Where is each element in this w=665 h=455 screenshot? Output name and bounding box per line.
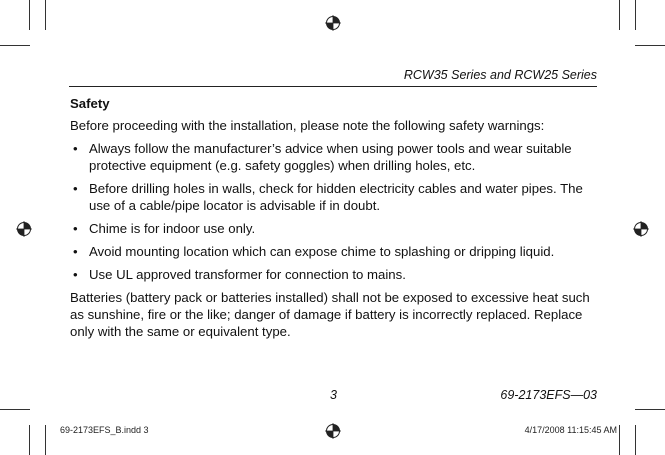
safety-intro: Before proceeding with the installation, please note the following safety warnings: [70, 118, 545, 133]
section-title: Safety [70, 96, 110, 111]
crop-mark-bottom-left-horizontal [0, 409, 30, 410]
warning-text: Use UL approved transformer for connection to mains. [89, 267, 406, 282]
crop-mark-bottom-right-vertical-inner [635, 425, 636, 455]
list-item [70, 266, 600, 283]
safety-warnings-list [70, 140, 600, 283]
warning-text: Chime is for indoor use only. [89, 221, 256, 236]
document-number: 69-2173EFS—03 [500, 388, 597, 402]
list-item [70, 243, 600, 260]
list-item [70, 220, 600, 237]
list-item [70, 180, 600, 214]
bullet-icon: • [73, 141, 78, 156]
crop-mark-bottom-left-vertical [29, 425, 30, 455]
safety-section [70, 95, 600, 340]
crop-mark-top-right-horizontal [635, 45, 665, 46]
crop-mark-bottom-right-horizontal [635, 409, 665, 410]
page-number: 3 [330, 388, 337, 402]
slug-file-info: 69-2173EFS_B.indd 3 [60, 425, 149, 435]
bullet-icon: • [73, 181, 78, 196]
crop-mark-top-right-vertical-inner [635, 0, 636, 30]
bullet-icon: • [73, 221, 78, 236]
registration-mark-icon [325, 423, 341, 439]
crop-mark-top-left-vertical [29, 0, 30, 30]
registration-mark-icon [633, 221, 649, 237]
running-header: RCW35 Series and RCW25 Series [403, 68, 597, 82]
list-item [70, 140, 600, 174]
battery-note: Batteries (battery pack or batteries installed) shall not be exposed to excessive heat such as sunshine, fire or the like; danger of damage if battery is incorrectly replaced. Replace only with the same or equivalent type. [70, 290, 590, 339]
registration-mark-icon [16, 221, 32, 237]
crop-mark-top-left-horizontal [0, 45, 30, 46]
warning-text: Avoid mounting location which can expose chime to splashing or dripping liquid. [89, 244, 555, 259]
warning-text: Before drilling holes in walls, check for hidden electricity cables and water pipes. The use of a cable/pipe locator is advisable if in doubt. [89, 181, 583, 213]
header-rule [69, 86, 597, 87]
registration-mark-icon [325, 15, 341, 31]
bullet-icon: • [73, 244, 78, 259]
crop-mark-bottom-left-vertical-inner [45, 425, 46, 455]
crop-mark-top-left-vertical-inner [45, 0, 46, 30]
warning-text: Always follow the manufacturer’s advice when using power tools and wear suitable protective equipment (e.g. safety goggles) when drilling holes, etc. [89, 141, 572, 173]
bullet-icon: • [73, 267, 78, 282]
slug-timestamp: 4/17/2008 11:15:45 AM [524, 425, 617, 435]
crop-mark-bottom-right-vertical [619, 425, 620, 455]
crop-mark-top-right-vertical [619, 0, 620, 30]
